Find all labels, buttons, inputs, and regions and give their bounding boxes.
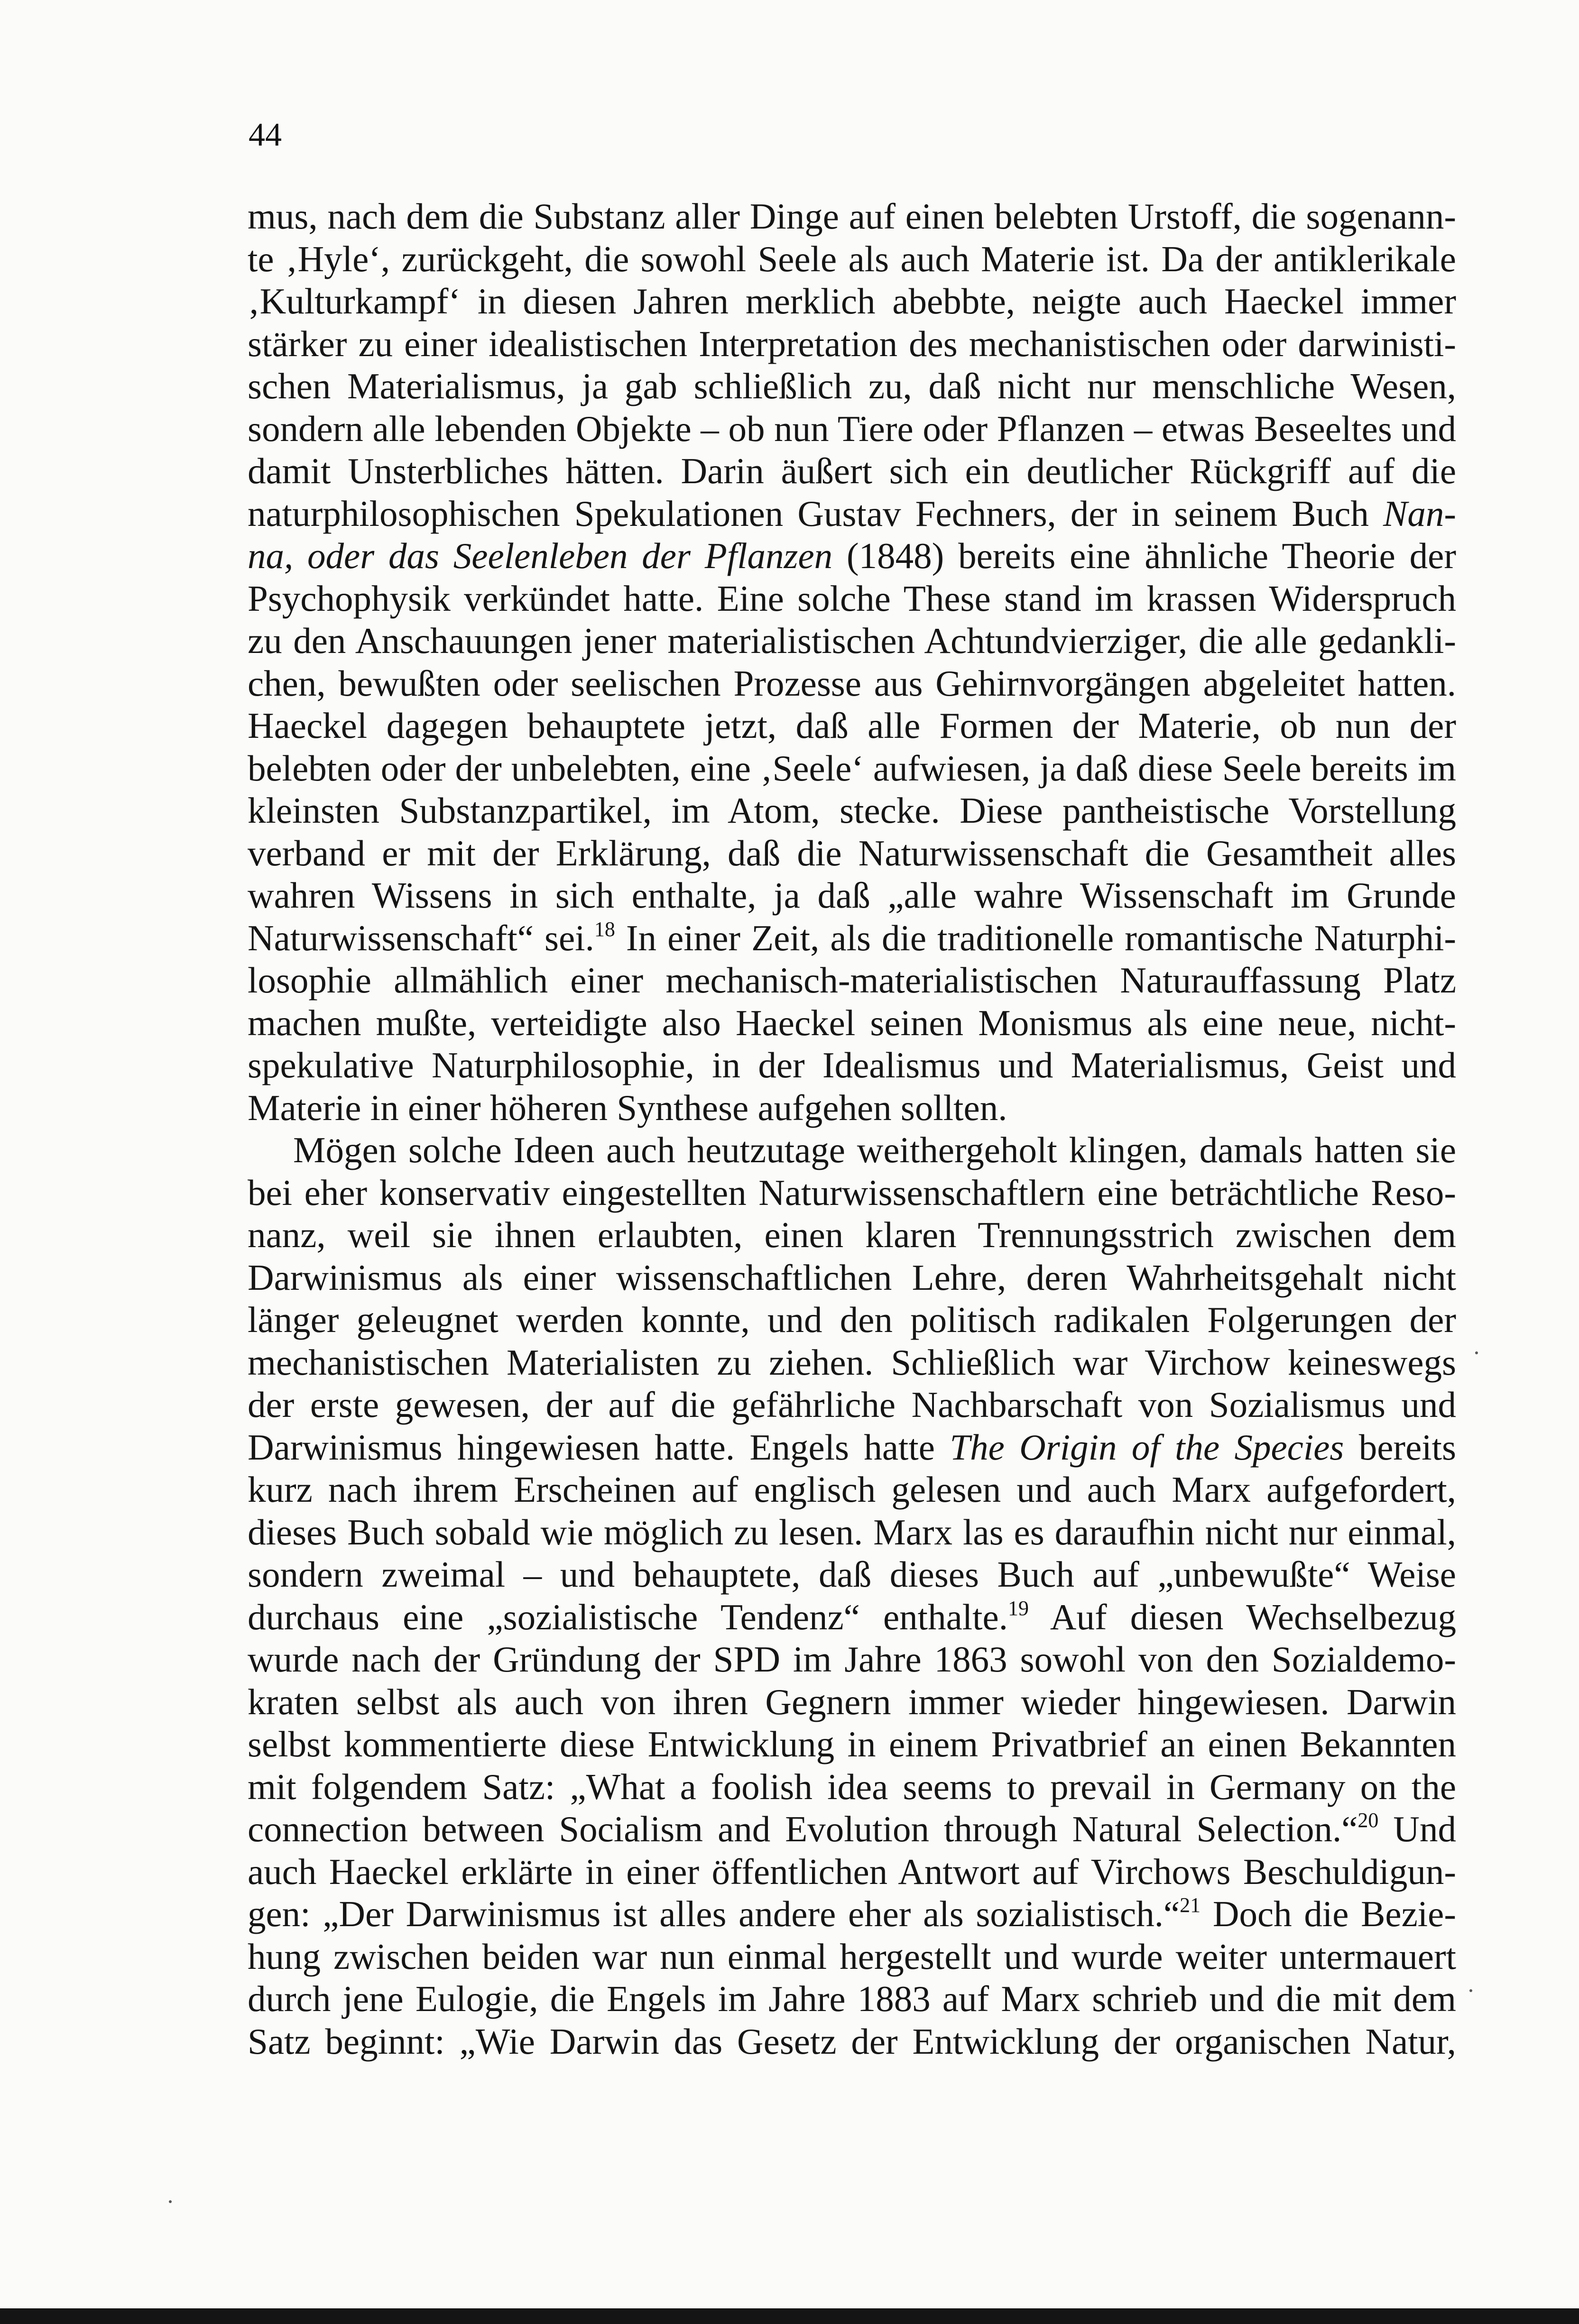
text-line: auch Haeckel erklärte in einer öffentlichen Antwort auf Virchows Beschuldigun- <box>248 1851 1456 1892</box>
scan-speck <box>169 2200 172 2203</box>
text-line: schen Materialismus, ja gab schließlich zu, daß nicht nur menschliche Wesen, <box>248 366 1456 406</box>
text-line <box>248 917 1456 960</box>
text-line: Materie in einer höheren Synthese aufgehen sollten. <box>248 1087 1007 1128</box>
text-line: mit folgendem Satz: „What a foolish idea seems to prevail in Germany on the <box>248 1766 1456 1807</box>
scan-speck <box>1469 1989 1472 1992</box>
text-line: chen, bewußten oder seelischen Prozesse aus Gehirnvorgängen abgeleitet hatten. <box>248 662 1456 704</box>
text-segment: Doch die Bezie- <box>1200 1893 1457 1934</box>
text-line: Darwinismus als einer wissenschaftlichen Lehre, deren Wahrheitsgehalt nicht <box>248 1257 1456 1298</box>
text-line <box>248 1426 1456 1469</box>
text-segment: Naturwissenschaft“ sei. <box>248 917 594 958</box>
text-segment: Und <box>1378 1809 1457 1849</box>
text-segment: In einer Zeit, als die traditionelle romantische Naturphi- <box>615 917 1457 958</box>
book-title-italic: Nan- <box>1383 493 1456 534</box>
text-segment: Darwinismus hingewiesen hatte. Engels hatte <box>248 1426 950 1468</box>
text-line: machen mußte, verteidigte also Haeckel seinen Monismus als eine neue, nicht- <box>248 1002 1456 1043</box>
text-line: sondern zweimal – und behauptete, daß dieses Buch auf „unbewußte“ Weise <box>248 1554 1456 1595</box>
text-line: sondern alle lebenden Objekte – ob nun Tiere oder Pflanzen – etwas Beseeltes und <box>248 408 1456 449</box>
scan-speck <box>1475 1351 1478 1354</box>
text-line: losophie allmählich einer mechanisch-materialistischen Naturauffassung Platz <box>248 960 1456 1001</box>
footnote-ref: 18 <box>594 917 615 941</box>
book-title-italic: The Origin of the Species <box>950 1426 1344 1468</box>
text-line: ‚Kulturkampf‘ in diesen Jahren merklich abebbte, neigte auch Haeckel immer <box>248 281 1456 322</box>
text-line: Mögen solche Ideen auch heutzutage weithergeholt klingen, damals hatten sie <box>293 1130 1456 1170</box>
text-line <box>248 493 1456 535</box>
text-line: verband er mit der Erklärung, daß die Naturwissenschaft die Gesamtheit alles <box>248 832 1456 873</box>
text-segment: bereits <box>1344 1426 1456 1468</box>
text-line: wahren Wissens in sich enthalte, ja daß „alle wahre Wissenschaft im Grunde <box>248 875 1456 916</box>
text-line: kraten selbst als auch von ihren Gegnern immer wieder hingewiesen. Darwin <box>248 1681 1456 1722</box>
footnote-ref: 21 <box>1180 1893 1201 1917</box>
text-segment: connection between Socialism and Evolution through Natural Selection.“ <box>248 1809 1358 1849</box>
text-segment: (1848) bereits eine ähnliche Theorie der <box>832 535 1456 576</box>
text-segment: durchaus eine „sozialistische Tendenz“ enthalte. <box>248 1596 1008 1637</box>
text-line: mechanistischen Materialisten zu ziehen. Schließlich war Virchow keineswegs <box>248 1341 1456 1383</box>
text-line: kurz nach ihrem Erscheinen auf englisch gelesen und auch Marx aufgefordert, <box>248 1469 1456 1510</box>
text-line: Satz beginnt: „Wie Darwin das Gesetz der Entwicklung der organischen Natur, <box>248 2021 1456 2062</box>
footnote-ref: 20 <box>1357 1809 1379 1832</box>
text-line: mus, nach dem die Substanz aller Dinge auf einen belebten Urstoff, die sogenann- <box>248 196 1456 237</box>
text-line: stärker zu einer idealistischen Interpretation des mechanistischen oder darwinisti- <box>248 323 1456 364</box>
text-line <box>248 1808 1456 1851</box>
text-line: zu den Anschauungen jener materialistischen Achtundvierziger, die alle gedankli- <box>248 620 1456 661</box>
text-segment: Auf diesen Wechselbezug <box>1028 1596 1456 1637</box>
page-number: 44 <box>249 117 282 153</box>
text-line: damit Unsterbliches hätten. Darin äußert sich ein deutlicher Rückgriff auf die <box>248 450 1456 491</box>
footnote-ref: 19 <box>1007 1596 1029 1620</box>
text-line <box>248 1596 1456 1639</box>
text-line: te ‚Hyle‘, zurückgeht, die sowohl Seele als auch Materie ist. Da der antiklerikale <box>248 238 1456 279</box>
text-line: bei eher konservativ eingestellten Naturwissenschaftlern eine beträchtliche Reso- <box>248 1172 1456 1213</box>
text-line: der erste gewesen, der auf die gefährliche Nachbarschaft von Sozialismus und <box>248 1384 1456 1425</box>
text-line: belebten oder der unbelebten, eine ‚Seele‘ aufwiesen, ja daß diese Seele bereits im <box>248 747 1456 789</box>
text-line: länger geleugnet werden konnte, und den politisch radikalen Folgerungen der <box>248 1299 1456 1340</box>
text-line: dieses Buch sobald wie möglich zu lesen. Marx las es daraufhin nicht nur einmal, <box>248 1511 1456 1552</box>
text-line <box>248 535 1456 578</box>
book-title-italic: na, oder das Seelenleben der Pflanzen <box>248 535 833 576</box>
text-line <box>248 1893 1456 1936</box>
scan-edge <box>0 2308 1579 2324</box>
text-line: durch jene Eulogie, die Engels im Jahre 1883 auf Marx schrieb und die mit dem <box>248 1978 1456 2019</box>
text-line: selbst kommentierte diese Entwicklung in einem Privatbrief an einen Bekannten <box>248 1724 1456 1764</box>
text-line: Psychophysik verkündet hatte. Eine solche These stand im krassen Widerspruch <box>248 578 1456 619</box>
text-segment: gen: „Der Darwinismus ist alles andere eher als sozialistisch.“ <box>248 1893 1180 1934</box>
text-line: hung zwischen beiden war nun einmal hergestellt und wurde weiter untermauert <box>248 1936 1456 1977</box>
text-line: spekulative Naturphilosophie, in der Idealismus und Materialismus, Geist und <box>248 1045 1456 1085</box>
text-line: Haeckel dagegen behauptete jetzt, daß alle Formen der Materie, ob nun der <box>248 705 1456 746</box>
body-text <box>248 195 1456 2063</box>
text-line: nanz, weil sie ihnen erlaubten, einen klaren Trennungsstrich zwischen dem <box>248 1214 1456 1255</box>
text-line: kleinsten Substanzpartikel, im Atom, stecke. Diese pantheistische Vorstellung <box>248 790 1456 831</box>
paragraph-1 <box>248 195 1456 1129</box>
paragraph-2 <box>248 1129 1456 2063</box>
text-line: wurde nach der Gründung der SPD im Jahre 1863 sowohl von den Sozialdemo- <box>248 1639 1456 1680</box>
text-segment: naturphilosophischen Spekulationen Gustav Fechners, der in seinem Buch <box>248 493 1383 534</box>
